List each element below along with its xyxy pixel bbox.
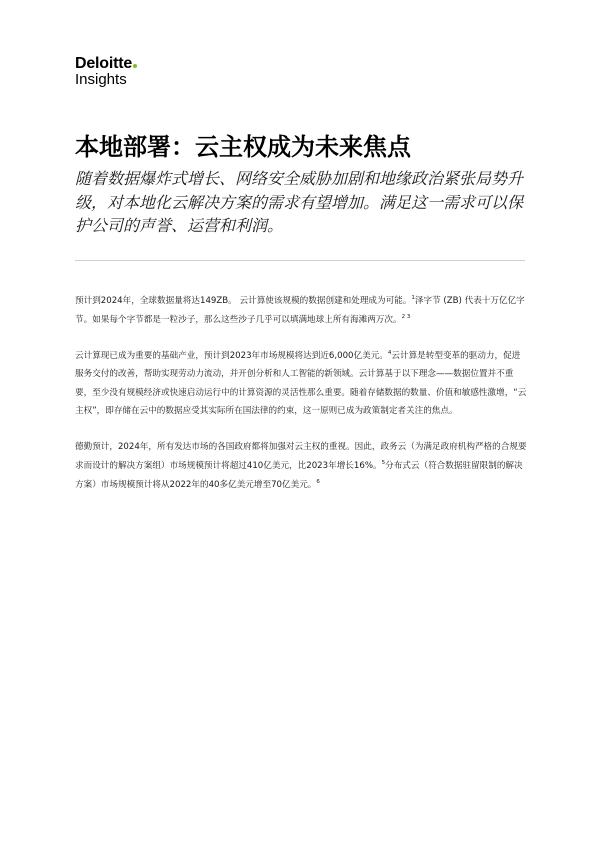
paragraph-text: 分布式云（符合数据驻留限制的解决方案）市场规模预计将从2022年的40多亿美元增至70亿美元。 [75, 460, 523, 490]
footnote-ref[interactable]: 4 [387, 349, 392, 356]
logo-sub: Insights [75, 71, 127, 88]
page-subtitle: 随着数据爆炸式增长、网络安全威胁加剧和地缘政治紧张局势升级，对本地化云解决方案的需求有望增加。满足这一需求可以保护公司的声誉、运营和利润。 [75, 169, 524, 235]
paragraph-1 [75, 292, 527, 329]
divider [75, 260, 525, 261]
paragraph-text: 德勤预计，2024年，所有发达市场的各国政府都将加强对云主权的重视。因此，政务云（为满足政府机构严格的合规要求而设计的解决方案组）市场规模预计将超过410亿美元，比2023年增长16%。 [75, 442, 527, 471]
paragraph-text: 云计算现已成为重要的基础产业，预计到2023年市场规模将达到近6,000亿美元。 [75, 350, 388, 361]
paragraph-text: 预计到2024年，全球数据量将达149ZB。 云计算使该规模的数据创建和处理成为可能。 [75, 296, 412, 306]
footnote-ref[interactable]: 5 [381, 459, 386, 466]
paragraph-3 [75, 438, 527, 494]
footnote-ref[interactable]: 1 [411, 295, 415, 301]
deloitte-insights-logo [75, 55, 137, 88]
paragraph-text: 云计算是转型变革的驱动力，促进服务交付的改善，帮助实现劳动力流动，并开创分析和人工智能的新领域。云计算基于以下理念——数据位置并不重要，至少没有规模经济或快速启动运行中的计算资源的灵活性那么重要。随着存储数据的数量、价值和敏感性激增，“云主权”，即存储在云中的数据应受其实际所在国法律的约束，这一原则已成为政策制定者关注的焦点。 [75, 350, 527, 417]
page-title: 本地部署：云主权成为未来焦点 [75, 133, 411, 161]
footnote-ref[interactable]: 6 [316, 478, 320, 485]
logo-dot [133, 64, 137, 68]
article-body [75, 292, 527, 512]
footnote-ref[interactable]: 2 3 [401, 313, 411, 320]
logo-brand: Deloitte [75, 55, 137, 72]
paragraph-2 [75, 347, 527, 421]
paragraph-text: 泽字节 (ZB) 代表十万亿亿字节。如果每个字节都是一粒沙子，那么这些沙子几乎可以填满地球上所有海滩两万次。 [75, 296, 525, 325]
